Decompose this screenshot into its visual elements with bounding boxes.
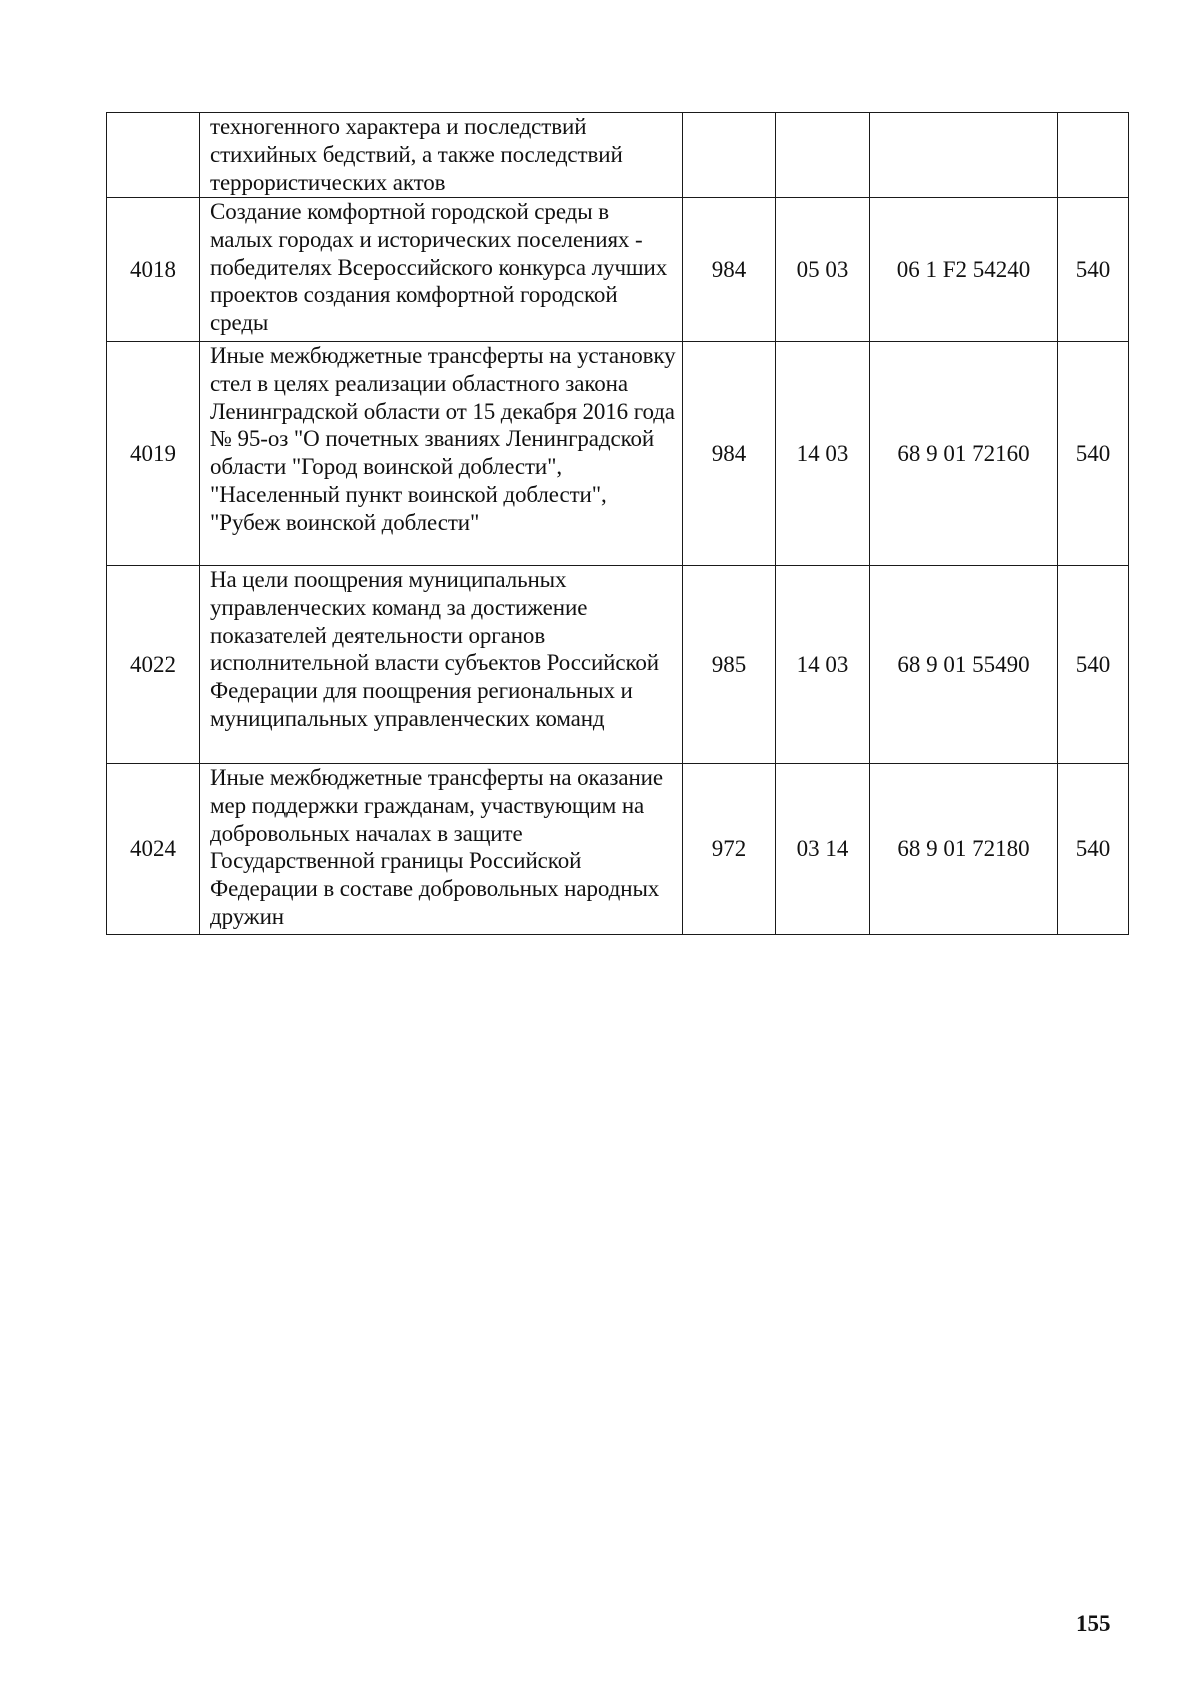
row-expense-type-cell: 540	[1058, 764, 1129, 935]
row-section-cell: 05 03	[776, 198, 870, 342]
row-code-cell: 972	[683, 764, 776, 935]
row-expense-type-cell: 540	[1058, 342, 1129, 566]
row-description-cell: Создание комфортной городской среды в малых городах и исторических поселениях - победителях Всероссийского конкурса лучших проектов создания комфортной городской среды	[200, 198, 683, 342]
row-id-cell: 4019	[107, 342, 200, 566]
row-id-cell: 4024	[107, 764, 200, 935]
row-target-cell	[870, 113, 1058, 198]
row-description-cell: Иные межбюджетные трансферты на оказание мер поддержки гражданам, участвующим на добровольных началах в защите Государственной границы Российской Федерации в составе добровольных народных дружин	[200, 764, 683, 935]
row-code-cell	[683, 113, 776, 198]
row-target-cell: 68 9 01 72180	[870, 764, 1058, 935]
row-id-cell: 4022	[107, 566, 200, 764]
row-code-cell: 985	[683, 566, 776, 764]
row-expense-type-cell: 540	[1058, 198, 1129, 342]
row-description-cell: техногенного характера и последствий стихийных бедствий, а также последствий террористических актов	[200, 113, 683, 198]
row-target-cell: 68 9 01 72160	[870, 342, 1058, 566]
table-row	[107, 566, 1129, 764]
table-row-continuation	[107, 113, 1129, 198]
row-code-cell: 984	[683, 198, 776, 342]
row-code-cell: 984	[683, 342, 776, 566]
row-section-cell: 14 03	[776, 342, 870, 566]
row-expense-type-cell: 540	[1058, 566, 1129, 764]
row-expense-type-cell	[1058, 113, 1129, 198]
row-section-cell: 03 14	[776, 764, 870, 935]
table-row	[107, 764, 1129, 935]
table-row	[107, 198, 1129, 342]
table-row	[107, 342, 1129, 566]
row-target-cell: 68 9 01 55490	[870, 566, 1058, 764]
row-id-cell: 4018	[107, 198, 200, 342]
row-section-cell	[776, 113, 870, 198]
row-target-cell: 06 1 F2 54240	[870, 198, 1058, 342]
row-description-cell: Иные межбюджетные трансферты на установку стел в целях реализации областного закона Ленинградской области от 15 декабря 2016 года № 95-оз "О почетных званиях Ленинградской области "Город воинской доблести", "Населенный пункт воинской доблести", "Рубеж воинской доблести"	[200, 342, 683, 566]
budget-table	[106, 112, 1129, 935]
row-id-cell	[107, 113, 200, 198]
row-section-cell: 14 03	[776, 566, 870, 764]
page-number: 155	[1076, 1611, 1111, 1636]
row-description-cell: На цели поощрения муниципальных управленческих команд за достижение показателей деятельности органов исполнительной власти субъектов Российской Федерации для поощрения региональных и муниципальных управленческих команд	[200, 566, 683, 764]
